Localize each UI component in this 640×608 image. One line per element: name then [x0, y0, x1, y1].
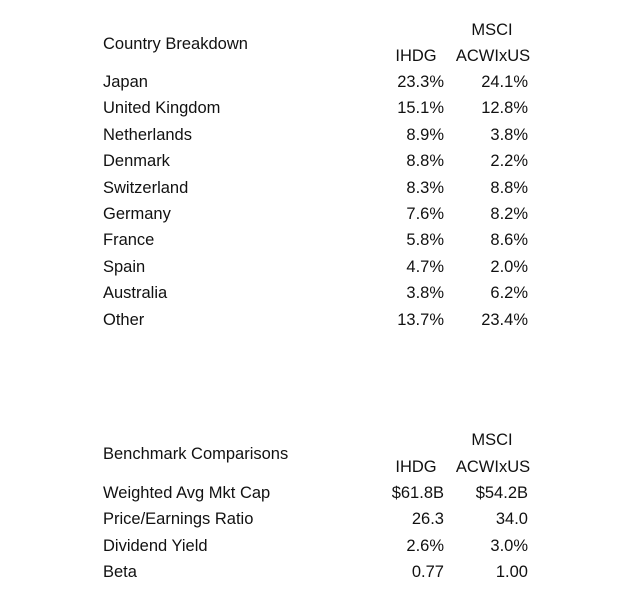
row-value-msci: 3.8%: [490, 125, 528, 144]
row-label: Germany: [103, 205, 171, 223]
row-value-msci: 2.2%: [490, 152, 528, 171]
row-value-msci: $54.2B: [475, 484, 528, 502]
country-breakdown-title: Country Breakdown: [103, 35, 248, 53]
table-row: [0, 125, 640, 149]
row-value-ihdg: 15.1%: [397, 99, 444, 118]
table-row: [0, 257, 640, 281]
table-row: [0, 178, 640, 202]
country-col2-header-line1: MSCI: [471, 21, 513, 39]
row-value-ihdg: 7.6%: [406, 205, 444, 223]
benchmark-col2-header-line1: MSCI: [471, 431, 513, 449]
row-value-msci: 8.2%: [490, 205, 528, 223]
row-value-msci: 8.6%: [490, 231, 528, 250]
row-value-ihdg: 23.3%: [397, 73, 444, 91]
table-row: [0, 509, 640, 533]
table-row: [0, 98, 640, 122]
row-value-msci: 34.0: [495, 510, 528, 529]
row-value-ihdg: 3.8%: [406, 284, 444, 303]
table-row: [0, 283, 640, 307]
row-label: Price/Earnings Ratio: [103, 510, 254, 529]
benchmark-comparisons-title: Benchmark Comparisons: [103, 445, 289, 463]
table-row: [0, 536, 640, 560]
row-label: Japan: [103, 73, 148, 91]
table-row: [0, 204, 640, 228]
row-value-ihdg: $61.8B: [391, 484, 444, 502]
table-row: [0, 483, 640, 507]
country-col2-header-line2: ACWIxUS: [455, 47, 531, 65]
row-value-msci: 2.0%: [490, 257, 528, 276]
row-value-ihdg: 26.3: [411, 510, 444, 529]
row-label: France: [103, 231, 155, 250]
row-value-msci: 24.1%: [481, 73, 528, 91]
benchmark-col2-header-line2: ACWIxUS: [455, 458, 531, 476]
row-label: Netherlands: [103, 125, 192, 144]
row-value-msci: 3.0%: [490, 536, 528, 555]
row-value-msci: 23.4%: [481, 310, 528, 329]
row-value-msci: 12.8%: [481, 99, 528, 118]
row-value-ihdg: 4.7%: [406, 257, 444, 276]
table-row: [0, 562, 640, 586]
row-label: Beta: [103, 562, 137, 581]
row-value-ihdg: 8.3%: [406, 178, 444, 197]
table-row: [0, 151, 640, 175]
row-label: Spain: [103, 257, 146, 276]
row-label: Other: [103, 310, 145, 329]
row-value-msci: 1.00: [495, 562, 528, 581]
row-value-msci: 8.8%: [490, 178, 528, 197]
table-row: [0, 310, 640, 334]
country-col1-header: IHDG: [395, 47, 437, 65]
row-label: Australia: [103, 284, 168, 303]
row-label: Dividend Yield: [103, 536, 208, 555]
row-value-ihdg: 8.8%: [406, 152, 444, 171]
table-row: [0, 72, 640, 96]
row-label: United Kingdom: [103, 99, 221, 118]
benchmark-col1-header: IHDG: [395, 458, 437, 476]
row-value-ihdg: 0.77: [411, 562, 444, 581]
row-label: Denmark: [103, 152, 170, 171]
row-label: Switzerland: [103, 178, 189, 197]
table-row: [0, 230, 640, 254]
row-label: Weighted Avg Mkt Cap: [103, 484, 271, 502]
row-value-ihdg: 2.6%: [406, 536, 444, 555]
row-value-ihdg: 13.7%: [397, 310, 444, 329]
row-value-ihdg: 5.8%: [406, 231, 444, 250]
row-value-ihdg: 8.9%: [406, 125, 444, 144]
row-value-msci: 6.2%: [490, 284, 528, 303]
